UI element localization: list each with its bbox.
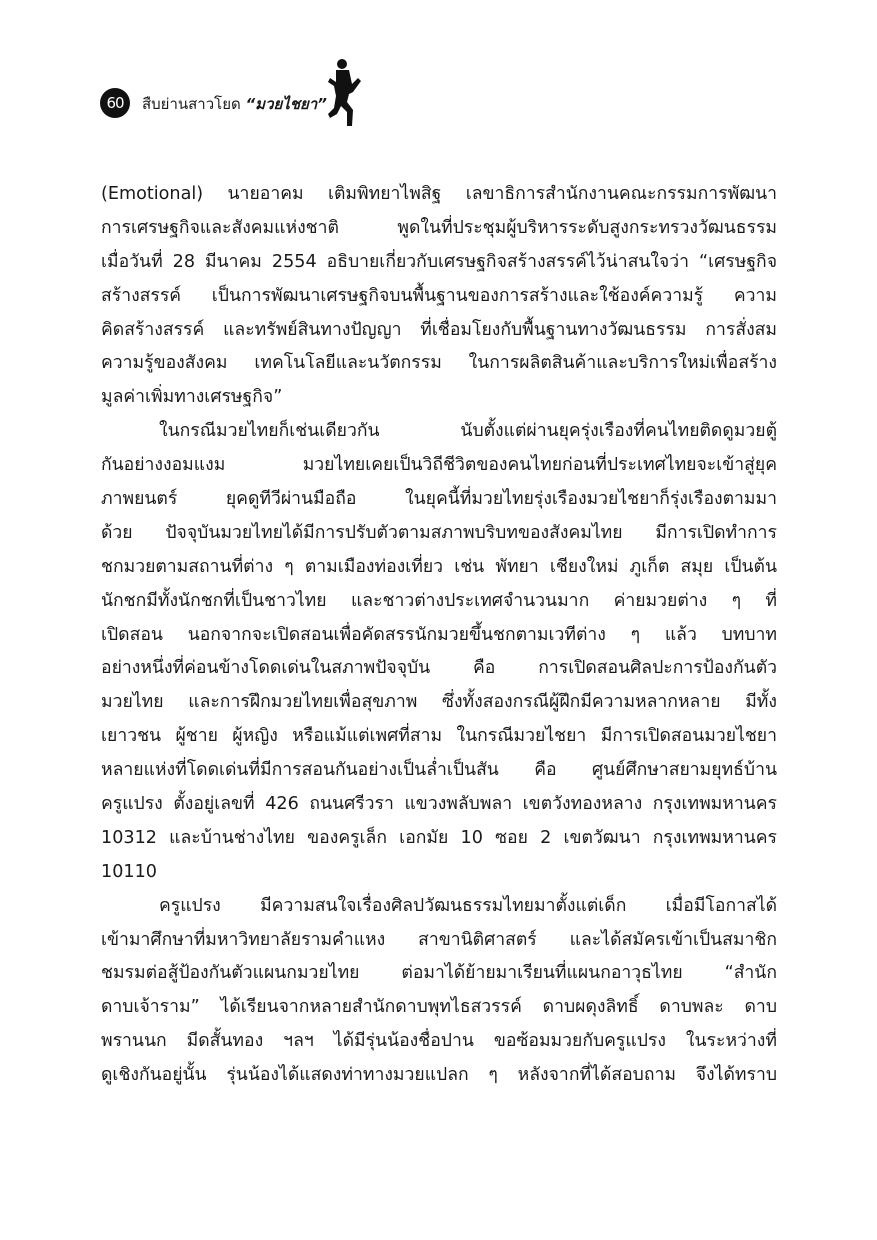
text-line: กันอย่างงอมแงม มวยไทยเคยเป็นวิถีชีวิตของคนไทยก่อนที่ประเทศไทยจะเข้าสู่ยุค [101,455,777,476]
running-title-text: สืบย่านสาวโยด [142,95,241,113]
text-line: ด้วย ปัจจุบันมวยไทยได้มีการปรับตัวตามสภาพบริบทของสังคมไทย มีการเปิดทำการ [101,522,777,543]
paragraph-2 [101,415,777,889]
text-line: พรานนก มีดสั้นทอง ฯลฯ ได้มีรุ่นน้องชื่อปาน ขอซ้อมมวยกับครูแปรง ในระหว่างที่ [101,1031,777,1052]
page-header [96,58,396,128]
text-line: เปิดสอน นอกจากจะเปิดสอนเพื่อคัดสรรนักมวยขึ้นชกตามเวทีต่าง ๆ แล้ว บทบาท [101,624,777,645]
boxer-silhouette-icon [322,58,362,128]
text-line: ครูแปรง ตั้งอยู่เลขที่ 426 ถนนศรีวรา แขวงพลับพลา เขตวังทองหลาง กรุงเทพมหานคร [101,794,777,815]
text-line: ครูแปรง มีความสนใจเรื่องศิลปวัฒนธรรมไทยมาตั้งแต่เด็ก เมื่อมีโอกาสได้ [159,895,777,916]
text-line: 10110 [101,861,157,882]
text-line: ความรู้ของสังคม เทคโนโลยีและนวัตกรรม ในการผลิตสินค้าและบริการใหม่เพื่อสร้าง [101,353,777,374]
text-line: ในกรณีมวยไทยก็เช่นเดียวกัน นับตั้งแต่ผ่านยุครุ่งเรืองที่คนไทยติดดูมวยตู้ [159,421,777,442]
running-title-emphasis: “มวยไชยา” [245,95,327,113]
text-line: นักชกมีทั้งนักชกที่เป็นชาวไทย และชาวต่างประเทศจำนวนมาก ค่ายมวยต่าง ๆ ที่ [101,590,777,611]
text-line: คิดสร้างสรรค์ และทรัพย์สินทางปัญญา ที่เชื่อมโยงกับพื้นฐานทางวัฒนธรรม การสั่งสม [101,319,777,340]
paragraph-3 [101,890,777,1093]
text-line: ภาพยนตร์ ยุคดูทีวีผ่านมือถือ ในยุคนี้ที่มวยไทยรุ่งเรืองมวยไชยาก็รุ่งเรืองตามมา [101,489,777,510]
text-line: อย่างหนึ่งที่ค่อนข้างโดดเด่นในสภาพปัจจุบัน คือ การเปิดสอนศิลปะการป้องกันตัว [101,658,777,679]
text-line: สร้างสรรค์ เป็นการพัฒนาเศรษฐกิจบนพื้นฐานของการสร้างและใช้องค์ความรู้ ความ [101,285,777,306]
text-line: ชมรมต่อสู้ป้องกันตัวแผนกมวยไทย ต่อมาได้ย้ายมาเรียนที่แผนกอาวุธไทย “สำนัก [101,963,777,984]
body-text [101,178,777,1093]
running-title [142,92,327,116]
text-line: ดาบเจ้าราม” ได้เรียนจากหลายสำนักดาบพุทไธสวรรค์ ดาบผดุงลิทธิ์ ดาบพละ ดาบ [101,997,777,1018]
paragraph-1 [101,178,777,415]
text-line: 10312 และบ้านช่างไทย ของครูเล็ก เอกมัย 10 ซอย 2 เขตวัฒนา กรุงเทพมหานคร [101,827,777,848]
text-line: หลายแห่งที่โดดเด่นที่มีการสอนกันอย่างเป็นล่ำเป็นสัน คือ ศูนย์ศึกษาสยามยุทธ์บ้าน [101,760,777,781]
page-number: 60 [100,88,130,118]
text-line: เข้ามาศึกษาที่มหาวิทยาลัยรามคำแหง สาขานิติศาสตร์ และได้สมัครเข้าเป็นสมาชิก [101,929,777,950]
text-line: เมื่อวันที่ 28 มีนาคม 2554 อธิบายเกี่ยวกับเศรษฐกิจสร้างสรรค์ไว้น่าสนใจว่า “เศรษฐกิจ [101,251,777,272]
text-line: เยาวชน ผู้ชาย ผู้หญิง หรือแม้แต่เพศที่สาม ในกรณีมวยไชยา มีการเปิดสอนมวยไชยา [101,726,777,747]
text-line: (Emotional) นายอาคม เติมพิทยาไพสิฐ เลขาธิการสำนักงานคณะกรรมการพัฒนา [101,184,777,204]
text-line: มวยไทย และการฝึกมวยไทยเพื่อสุขภาพ ซึ่งทั้งสองกรณีผู้ฝึกมีความหลากหลาย มีทั้ง [101,692,777,713]
text-line: ดูเชิงกันอยู่นั้น รุ่นน้องได้แสดงท่าทางมวยแปลก ๆ หลังจากที่ได้สอบถาม จึงได้ทราบ [101,1065,777,1086]
text-line: มูลค่าเพิ่มทางเศรษฐกิจ” [101,387,283,408]
text-line: การเศรษฐกิจและสังคมแห่งชาติ พูดในที่ประชุมผู้บริหารระดับสูงกระทรวงวัฒนธรรม [101,217,777,238]
text-line: ชกมวยตามสถานที่ต่าง ๆ ตามเมืองท่องเที่ยว เช่น พัทยา เชียงใหม่ ภูเก็ต สมุย เป็นต้น [101,556,777,577]
